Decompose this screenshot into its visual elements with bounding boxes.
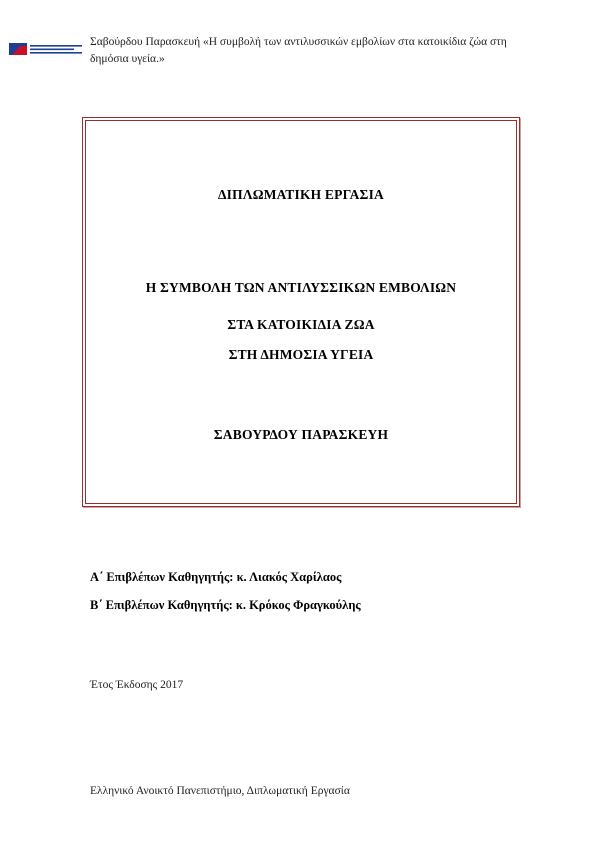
thesis-title-line-1: Η ΣΥΜΒΟΛΗ ΤΩΝ ΑΝΤΙΛΥΣΣΙΚΩΝ ΕΜΒΟΛΙΩΝ bbox=[145, 280, 457, 295]
author-name: ΣΑΒΟΥΡΔΟΥ ΠΑΡΑΣΚΕΥΗ bbox=[213, 427, 389, 442]
title-frame bbox=[82, 117, 520, 507]
supervisor-b: Β΄ Επιβλέπων Καθηγητής: κ. Κρόκος Φραγκούλης bbox=[90, 598, 361, 612]
thesis-title-line-2: ΣΤΑ ΚΑΤΟΙΚΙΔΙΑ ΖΩΑ bbox=[227, 317, 375, 332]
document-type: ΔΙΠΛΩΜΑΤΙΚΗ ΕΡΓΑΣΙΑ bbox=[218, 187, 384, 202]
supervisor-a: Α΄ Επιβλέπων Καθηγητής: κ. Λιακός Χαρίλαος bbox=[90, 570, 342, 584]
university-logo bbox=[8, 40, 84, 58]
logo-text-line-1 bbox=[30, 45, 82, 47]
thesis-title-line-3: ΣΤΗ ΔΗΜΟΣΙΑ ΥΓΕΙΑ bbox=[228, 347, 374, 362]
logo-text-line-3 bbox=[30, 52, 82, 54]
running-header-title: Σαβούρδου Παρασκευή «Η συμβολή των αντιλυσσικών εμβολίων στα κατοικίδια ζώα στη δημόσια υγεία.» bbox=[90, 36, 507, 65]
logo-text-line-2 bbox=[30, 49, 74, 51]
publication-year: Έτος Έκδοσης 2017 bbox=[90, 679, 184, 691]
page-footer: Ελληνικό Ανοικτό Πανεπιστήμιο, Διπλωματική Εργασία bbox=[90, 785, 350, 797]
